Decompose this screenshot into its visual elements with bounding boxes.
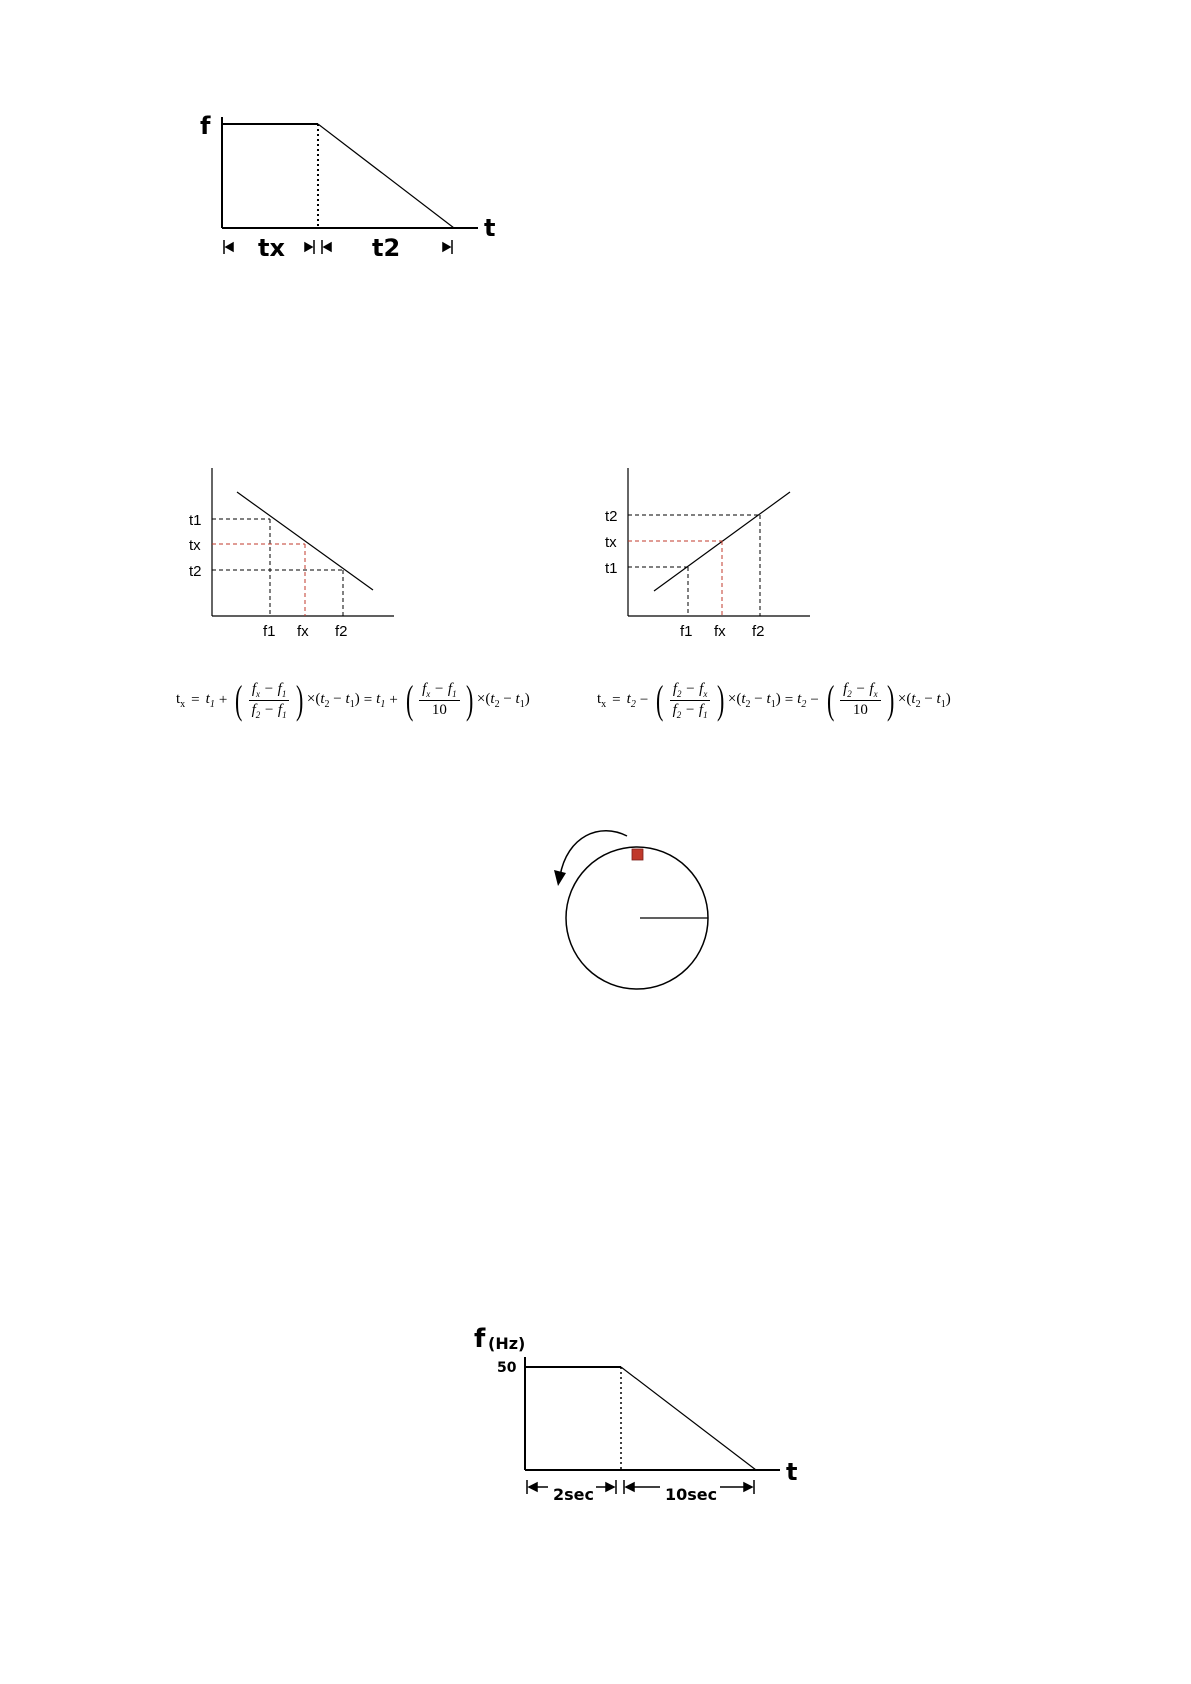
interpolation-graph-decreasing (189, 468, 394, 640)
y-axis-label: f (474, 1324, 486, 1354)
segment-2sec-label: 2sec (553, 1485, 594, 1504)
x-label-f1: f1 (263, 623, 276, 640)
x-label-fx: fx (714, 623, 726, 640)
segment-tx-label: tx (258, 234, 285, 262)
y-axis-label: f (200, 112, 211, 140)
x-label-f1: f1 (680, 623, 693, 640)
formula-right: $t_x$ = $t_2$ − ( $\frac{f_2 - f_x}{f_2 - f_1}$ ) $\times(t_2 - t_1)$ = $t_2$ − ( $\frac{f_2 - f_x}{10}$ ) $\times(t_2 - t_1)$ (597, 677, 951, 722)
interpolation-graph-increasing (605, 468, 810, 640)
formula-left: $t_x$ = $t_1$ + ( $\frac{f_x - f_1}{f_2 - f_1}$ ) $\times(t_2 - t_1)$ = $t_1$ + ( $\frac{f_x - f_1}{10}$ ) $\times(t_2 - t_1)$ (176, 677, 530, 722)
fraction-1: $\frac{f_2 - f_x}{f_2 - f_1}$ (670, 681, 711, 720)
fraction-2: $\frac{f_2 - f_x}{10}$ (840, 681, 880, 719)
formula-lhs: $t_x$ (597, 690, 607, 710)
segment-t2-label: t2 (372, 234, 401, 262)
x-label-f2: f2 (752, 623, 765, 640)
arrowhead-icon (554, 870, 566, 886)
fraction-1: $\frac{f_x - f_1}{f_2 - f_1}$ (249, 681, 290, 720)
y-label-tx: tx (605, 534, 617, 551)
x-axis-label: t (786, 1458, 798, 1486)
y-axis-unit: (Hz) (488, 1334, 526, 1353)
segment-10sec-label: 10sec (665, 1485, 718, 1504)
example-decel-profile (474, 1324, 797, 1504)
y-label-t2: t2 (605, 508, 618, 525)
fraction-2: $\frac{f_x - f_1}{10}$ (419, 681, 459, 719)
y-label-t1: t1 (189, 512, 202, 529)
x-label-f2: f2 (335, 623, 348, 640)
decel-ramp-line (318, 124, 454, 228)
y-label-t1: t1 (605, 560, 618, 577)
x-label-fx: fx (297, 623, 309, 640)
x-axis-label: t (484, 214, 496, 242)
y-label-tx: tx (189, 537, 201, 554)
dial-marker (632, 849, 643, 860)
formula-lhs: $t_x$ (176, 690, 186, 710)
rotation-arrow-icon (560, 831, 627, 876)
rotation-dial (554, 831, 708, 989)
y-value-label: 50 (497, 1360, 517, 1376)
decel-ramp-line (621, 1367, 756, 1470)
decel-profile-diagram (200, 112, 495, 262)
y-label-t2: t2 (189, 563, 202, 580)
